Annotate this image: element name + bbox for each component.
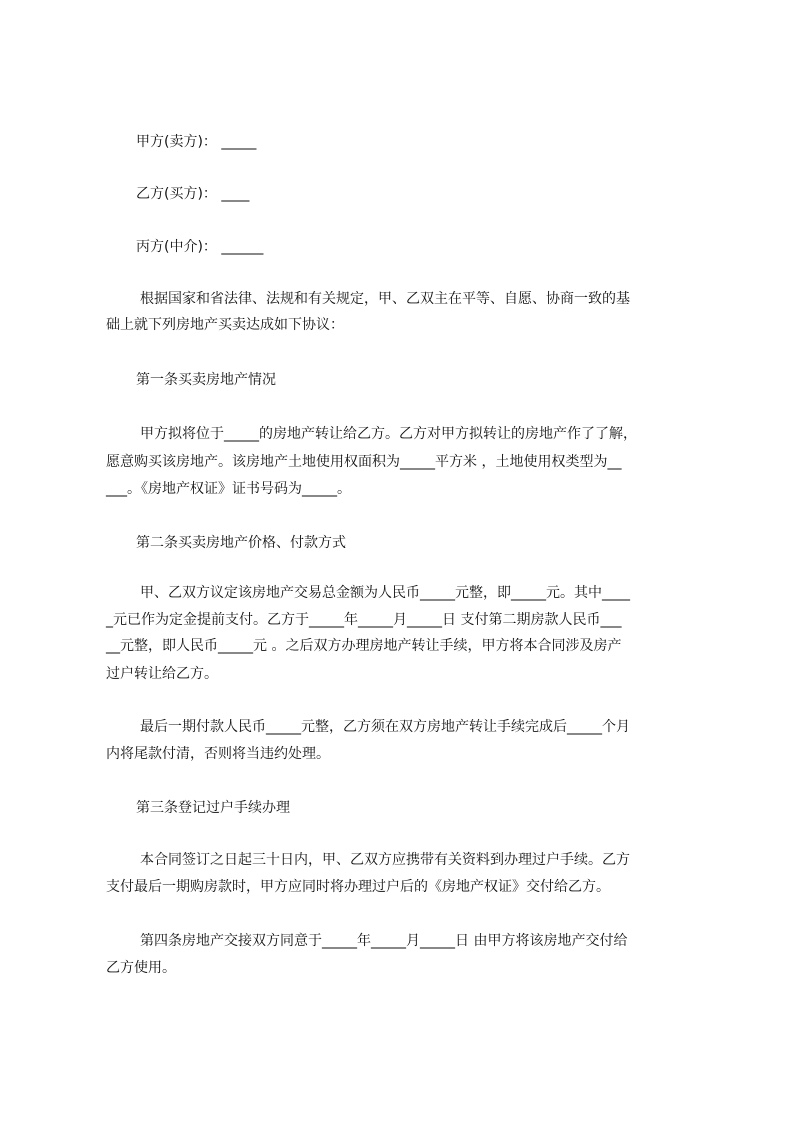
article-3-heading: 第三条登记过户手续办理: [136, 800, 290, 816]
party-buyer: 乙方(买方)： ____: [136, 186, 250, 202]
party-agent: 丙方(中介)： ______: [136, 239, 264, 255]
article-4-line-2: 乙方使用。: [106, 960, 176, 976]
article-2-p1-line-3: __元整，即人民币_____元 。之后双方办理房地产转让手续，甲方将本合同涉及房产: [106, 638, 622, 654]
article-2-p2-line-2: 内将尾款付清，否则将当违约处理。: [106, 746, 330, 762]
article-1-line-1: 甲方拟将位于_____的房地产转让给乙方。乙方对甲方拟转让的房地产作了了解，: [140, 426, 637, 442]
article-2-p1-line-4: 过户转让给乙方。: [106, 666, 218, 682]
article-2-p1-line-1: 甲、乙双方议定该房地产交易总金额为人民币_____元整，即_____元。其中____: [140, 585, 630, 601]
party-seller: 甲方(卖方)： _____: [136, 134, 257, 150]
article-2-heading: 第二条买卖房地产价格、付款方式: [136, 535, 346, 551]
article-1-line-2: 愿意购买该房地产。该房地产土地使用权面积为_____平方米 ，土地使用权类型为__: [106, 454, 622, 470]
article-4-line-1: 第四条房地产交接双方同意于_____年_____月_____日 由甲方将该房地产交付给: [140, 933, 628, 949]
article-2-p2-line-1: 最后一期付款人民币_____元整，乙方须在双方房地产转让手续完成后_____个月: [140, 719, 630, 735]
intro-line-2: 础上就下列房地产买卖达成如下协议：: [106, 317, 344, 333]
article-1-line-3: ___。《房地产权证》证书号码为_____。: [106, 481, 351, 497]
article-3-line-2: 支付最后一期购房款时，甲方应同时将办理过户后的《房地产权证》交付给乙方。: [106, 879, 610, 895]
article-3-line-1: 本合同签订之日起三十日内，甲、乙双方应携带有关资料到办理过户手续。乙方: [140, 852, 630, 868]
article-1-heading: 第一条买卖房地产情况: [136, 372, 276, 388]
article-2-p1-line-2: _元已作为定金提前支付。乙方于_____年_____月_____日 支付第二期房款人民币___: [106, 612, 622, 628]
intro-line-1: 根据国家和省法律、法规和有关规定，甲、乙双主在平等、自愿、协商一致的基: [140, 291, 630, 307]
